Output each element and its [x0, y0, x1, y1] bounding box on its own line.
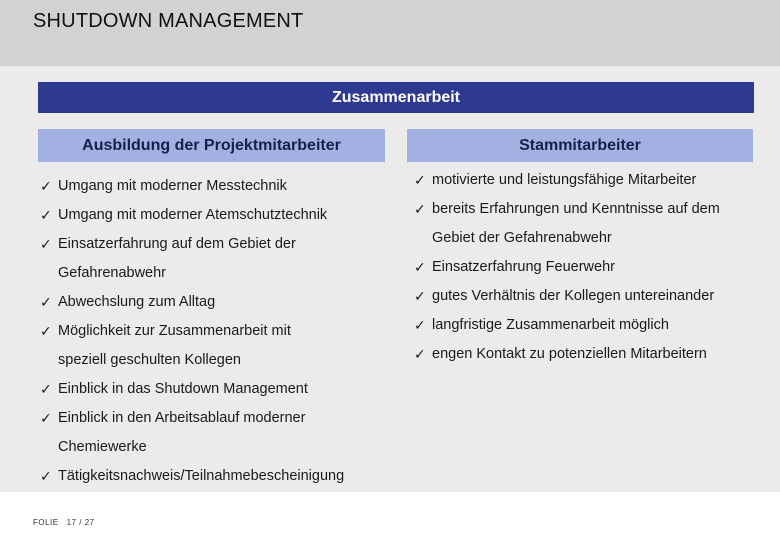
checkmark-icon: ✓	[40, 381, 52, 397]
list-item-text: Chemiewerke	[58, 439, 147, 455]
slide-title: SHUTDOWN MANAGEMENT	[33, 10, 304, 32]
list-item-text: Einblick in das Shutdown Management	[58, 381, 308, 397]
checkmark-icon: ✓	[414, 288, 426, 304]
list-item	[40, 172, 390, 201]
list-item-text: engen Kontakt zu potenziellen Mitarbeitern	[432, 346, 707, 362]
list-item-text: Umgang mit moderner Messtechnik	[58, 178, 287, 194]
list-item-text: Einblick in den Arbeitsablauf moderner	[58, 410, 306, 426]
checkmark-icon: ✓	[414, 259, 426, 275]
list-item-text: Möglichkeit zur Zusammenarbeit mit	[58, 323, 291, 339]
checkmark-icon: ✓	[414, 317, 426, 333]
list-item-text: Gefahrenabwehr	[58, 265, 167, 281]
right-column-header: Stammitarbeiter	[407, 129, 753, 162]
checkmark-icon: ✓	[414, 201, 426, 217]
list-item	[40, 375, 390, 404]
checkmark-icon: ✓	[40, 178, 52, 194]
list-item-text: bereits Erfahrungen und Kenntnisse auf dem	[432, 201, 720, 217]
list-item	[40, 462, 390, 491]
list-item-text: Einsatzerfahrung auf dem Gebiet der	[58, 236, 296, 252]
list-item-text: speziell geschulten Kollegen	[58, 352, 241, 368]
list-item	[414, 166, 754, 195]
checkmark-icon: ✓	[414, 172, 426, 188]
checkmark-icon: ✓	[40, 236, 52, 252]
list-item	[40, 230, 390, 288]
list-item	[414, 311, 754, 340]
list-item	[414, 253, 754, 282]
left-bullet-list	[40, 172, 390, 491]
checkmark-icon: ✓	[414, 346, 426, 362]
list-item	[40, 288, 390, 317]
list-item	[40, 404, 390, 462]
list-item	[414, 282, 754, 311]
slide-footer	[33, 518, 103, 527]
list-item-text: gutes Verhältnis der Kollegen untereinander	[432, 288, 715, 304]
checkmark-icon: ✓	[40, 294, 52, 310]
checkmark-icon: ✓	[40, 410, 52, 426]
list-item	[414, 340, 754, 369]
list-item-text: Gebiet der Gefahrenabwehr	[432, 230, 612, 246]
checkmark-icon: ✓	[40, 207, 52, 223]
list-item	[40, 317, 390, 375]
page-number: 17 / 27	[66, 518, 95, 527]
list-item-text: langfristige Zusammenarbeit möglich	[432, 317, 669, 333]
list-item-text: Tätigkeitsnachweis/Teilnahmebescheinigung	[58, 468, 345, 484]
list-item-text: Einsatzerfahrung Feuerwehr	[432, 259, 615, 275]
checkmark-icon: ✓	[40, 468, 52, 484]
checkmark-icon: ✓	[40, 323, 52, 339]
list-item-text: Abwechslung zum Alltag	[58, 294, 216, 310]
list-item	[40, 201, 390, 230]
right-bullet-list	[414, 166, 754, 369]
left-column-header: Ausbildung der Projektmitarbeiter	[38, 129, 385, 162]
footer-band	[0, 492, 780, 540]
section-banner: Zusammenarbeit	[38, 82, 754, 113]
list-item	[414, 195, 754, 253]
list-item-text: motivierte und leistungsfähige Mitarbeiter	[432, 172, 697, 188]
list-item-text: Umgang mit moderner Atemschutztechnik	[58, 207, 328, 223]
footer-label: FOLIE	[33, 518, 59, 527]
